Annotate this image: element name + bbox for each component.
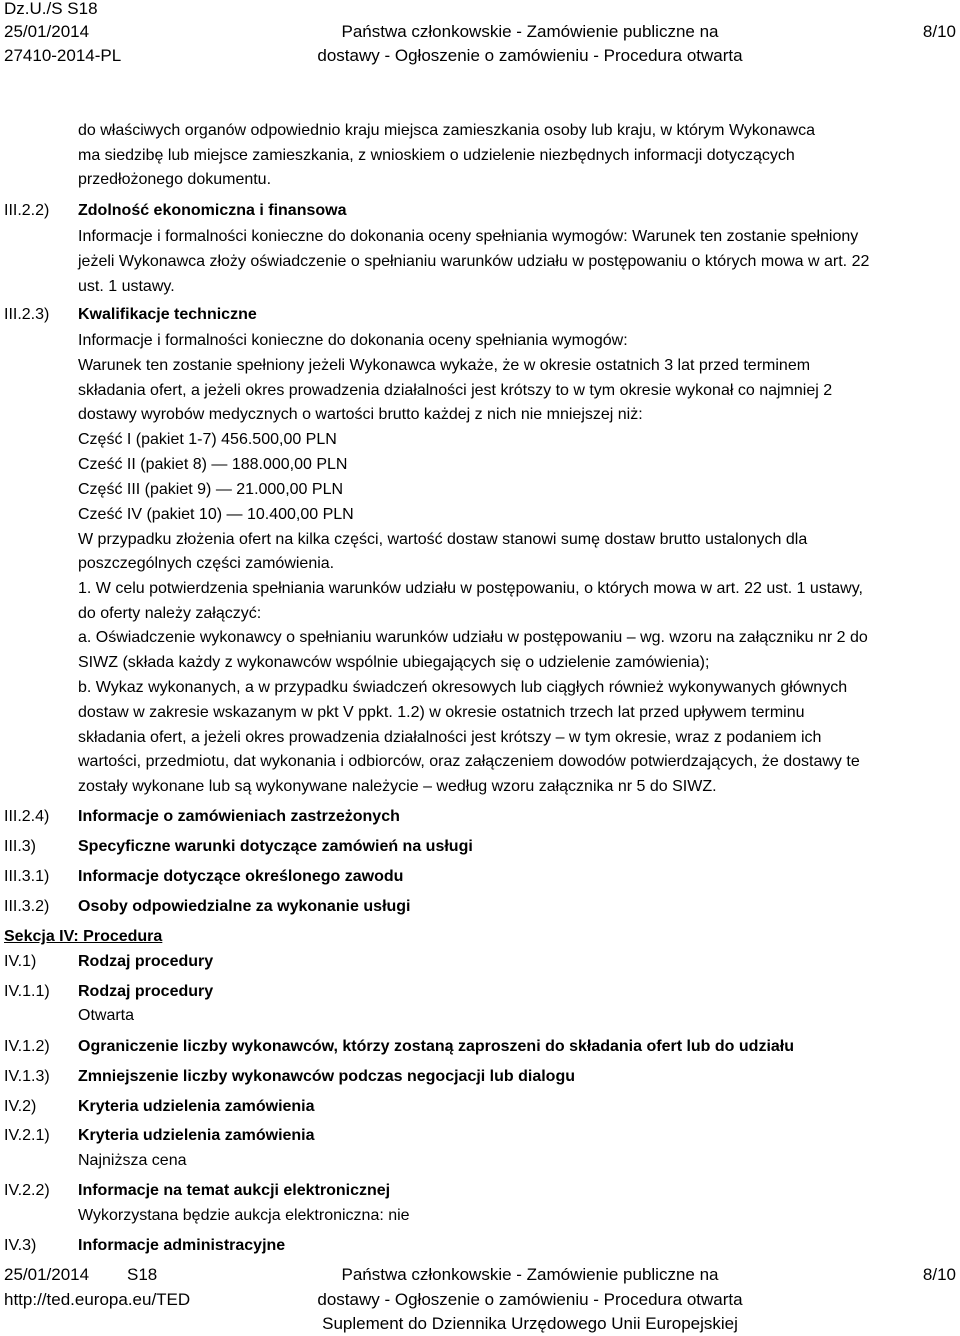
text-line: do oferty należy załączyć: <box>78 605 262 622</box>
text-line: SIWZ (składa każdy z wykonawców wspólnie ubiegających się o udzielenie zamówienia); <box>78 654 710 671</box>
footer-title-line1: Państwa członkowskie - Zamówienie publiczne na <box>341 1265 719 1284</box>
section-title: Kwalifikacje techniczne <box>78 306 257 323</box>
text-line: zostały wykonane lub są wykonywane należycie – według wzoru załącznika nr 5 do SIWZ. <box>78 778 717 795</box>
section-number: IV.2.2) <box>4 1182 50 1199</box>
section-title: Ograniczenie liczby wykonawców, którzy zostaną zaproszeni do składania ofert lub do udziału <box>78 1038 794 1055</box>
section-title: Informacje o zamówieniach zastrzeżonych <box>78 808 400 825</box>
section-title: Rodzaj procedury <box>78 983 214 1000</box>
text-line: poszczególnych części zamówienia. <box>78 555 335 572</box>
section-title: Informacje na temat aukcji elektronicznej <box>78 1182 391 1199</box>
header-title-line2: dostawy - Ogłoszenie o zamówieniu - Procedura otwarta <box>317 46 743 65</box>
section-number: IV.1) <box>4 953 37 970</box>
section-number: IV.2) <box>4 1098 37 1115</box>
text-line: Część III (pakiet 9) — 21.000,00 PLN <box>78 481 344 498</box>
text-line: przedłożonego dokumentu. <box>78 171 272 188</box>
header-title-line1: Państwa członkowskie - Zamówienie publiczne na <box>341 22 719 41</box>
section-title: Zdolność ekonomiczna i finansowa <box>78 202 347 219</box>
section-number: III.2.4) <box>4 808 50 825</box>
text-line: wartości, przedmiotu, dat wykonania i odbiorców, oraz załączeniem dowodów potwierdzających, że dostawy te <box>78 753 860 770</box>
section-title: Specyficzne warunki dotyczące zamówień na usługi <box>78 838 473 855</box>
text-line: składania ofert, a jeżeli okres prowadzenia działalności jest krótszy – w tym okresie, wraz z podaniem ich <box>78 729 822 746</box>
section-title: Osoby odpowiedzialne za wykonanie usługi <box>78 898 411 915</box>
text-line: dostawy wyrobów medycznych o wartości brutto każdej z nich nie mniejszej niż: <box>78 406 643 423</box>
section-title: Rodzaj procedury <box>78 953 214 970</box>
header-date: 25/01/2014 <box>4 22 90 41</box>
section-title: Zmniejszenie liczby wykonawców podczas negocjacji lub dialogu <box>78 1068 575 1085</box>
text-line: ma siedzibę lub miejsce zamieszkania, z wnioskiem o udzielenie niezbędnych informacji dotyczących <box>78 147 795 164</box>
footer-page-number: 8/10 <box>922 1265 956 1284</box>
text-line: składania ofert, a jeżeli okres prowadzenia działalności jest krótszy to w tym okresie wykonał co najmniej 2 <box>78 382 833 399</box>
section-number: III.2.3) <box>4 306 50 323</box>
section-number: IV.2.1) <box>4 1127 50 1144</box>
footer-supplement: Suplement do Dziennika Urzędowego Unii Europejskiej <box>322 1314 738 1333</box>
text-line: Informacje i formalności konieczne do dokonania oceny spełniania wymogów: <box>78 332 628 349</box>
section-number: IV.1.1) <box>4 983 50 1000</box>
section-title: Kryteria udzielenia zamówienia <box>78 1098 315 1115</box>
section-value: Najniższa cena <box>78 1152 187 1169</box>
footer-date: 25/01/2014 <box>4 1265 90 1284</box>
section-title: Informacje administracyjne <box>78 1237 286 1254</box>
text-line: Cześć II (pakiet 8) — 188.000,00 PLN <box>78 456 348 473</box>
header-journal: Dz.U./S S18 <box>4 0 98 18</box>
text-line: Cześć IV (pakiet 10) — 10.400,00 PLN <box>78 506 354 523</box>
header-page-number: 8/10 <box>922 22 956 41</box>
section-number: III.2.2) <box>4 202 50 219</box>
text-line: do właściwych organów odpowiednio kraju miejsca zamieszkania osoby lub kraju, w którym Wykonawca <box>78 122 816 139</box>
text-line: b. Wykaz wykonanych, a w przypadku świadczeń okresowych lub ciągłych również wykonywanych głównych <box>78 679 848 696</box>
text-line: jeżeli Wykonawca złoży oświadczenie o spełnianiu warunków udziału w postępowaniu o których mowa w art. 22 <box>78 253 870 270</box>
text-line: a. Oświadczenie wykonawcy o spełnianiu warunków udziału w postępowaniu – wg. wzoru na załączniku nr 2 do <box>78 629 868 646</box>
section-number: III.3.2) <box>4 898 50 915</box>
section-number: IV.1.3) <box>4 1068 50 1085</box>
footer-series: S18 <box>127 1265 158 1284</box>
section-iv-heading: Sekcja IV: Procedura <box>4 928 163 945</box>
footer-title-line2: dostawy - Ogłoszenie o zamówieniu - Procedura otwarta <box>317 1290 743 1309</box>
section-title: Informacje dotyczące określonego zawodu <box>78 868 404 885</box>
section-number: IV.3) <box>4 1237 37 1254</box>
section-value: Wykorzystana będzie aukcja elektroniczna: nie <box>78 1207 410 1224</box>
text-line: 1. W celu potwierdzenia spełniania warunków udziału w postępowaniu, o których mowa w art. 22 ust. 1 ustawy, <box>78 580 863 597</box>
text-line: Informacje i formalności konieczne do dokonania oceny spełniania wymogów: Warunek ten zostanie spełniony <box>78 228 859 245</box>
section-number: III.3.1) <box>4 868 50 885</box>
footer-url[interactable]: http://ted.europa.eu/TED <box>4 1290 191 1309</box>
section-title: Kryteria udzielenia zamówienia <box>78 1127 315 1144</box>
text-line: dostaw w zakresie wskazanym w pkt V ppkt. 1.2) w okresie ostatnich trzech lat przed upływem terminu <box>78 704 805 721</box>
text-line: W przypadku złożenia ofert na kilka części, wartość dostaw stanowi sumę dostaw brutto ustalonych dla <box>78 531 808 548</box>
section-number: III.3) <box>4 838 37 855</box>
section-value: Otwarta <box>78 1007 135 1024</box>
text-line: Część I (pakiet 1-7) 456.500,00 PLN <box>78 431 337 448</box>
text-line: ust. 1 ustawy. <box>78 278 175 295</box>
header-notice-id: 27410-2014-PL <box>4 46 122 65</box>
text-line: Warunek ten zostanie spełniony jeżeli Wykonawca wykaże, że w okresie ostatnich 3 lat przed terminem <box>78 357 811 374</box>
section-number: IV.1.2) <box>4 1038 50 1055</box>
